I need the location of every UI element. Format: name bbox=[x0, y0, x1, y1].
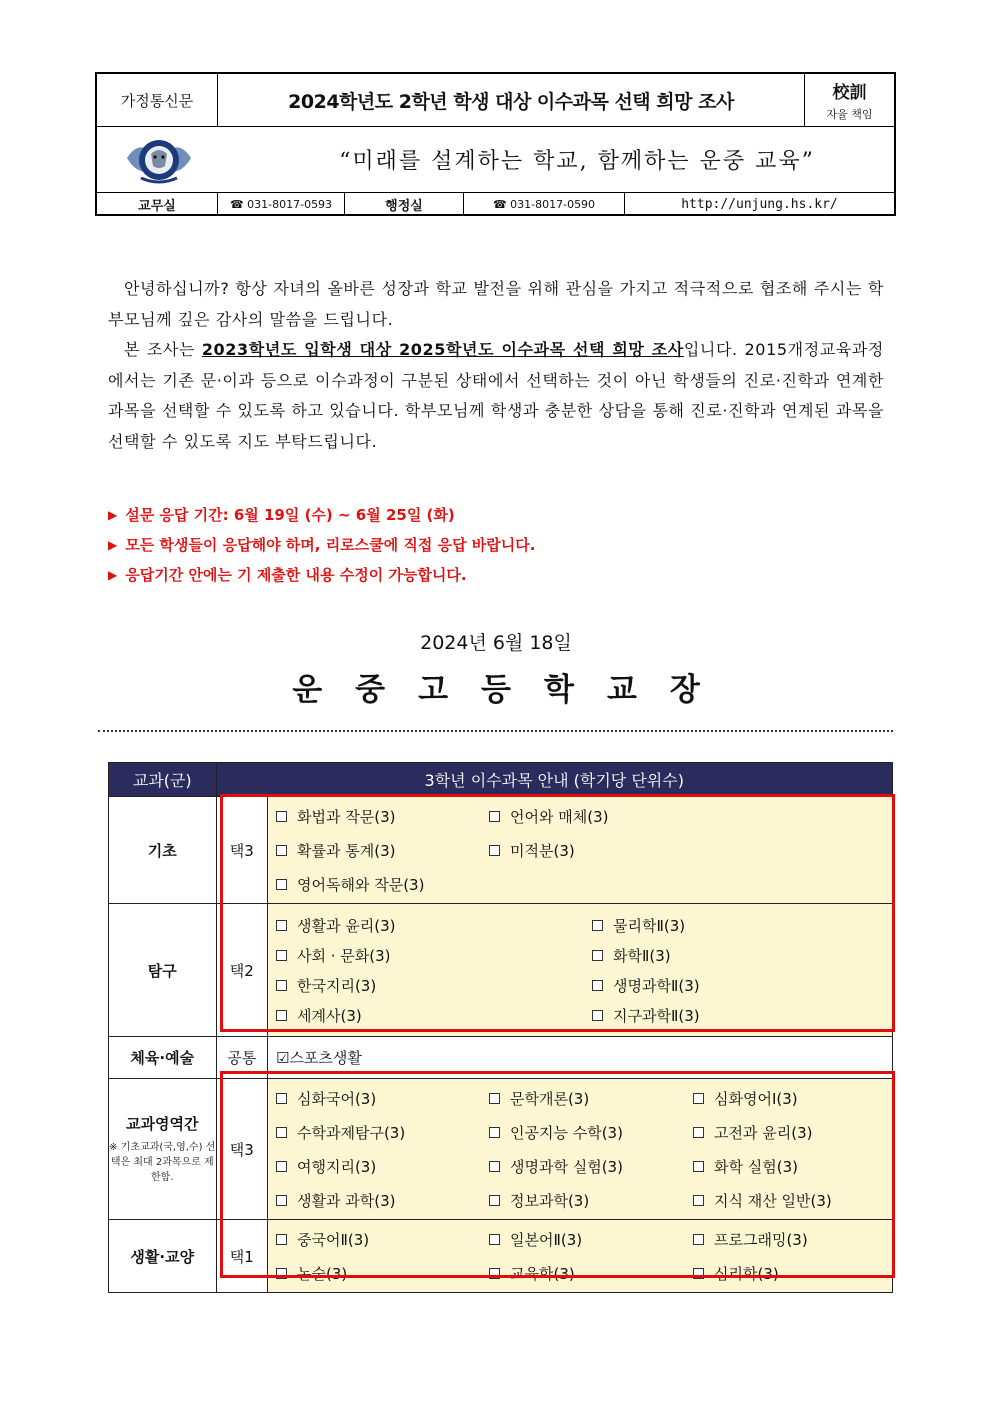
school-motto bbox=[805, 74, 894, 126]
survey-text-post: 입니다. 2015개정교육과정에서는 기존 문·이과 등으로 이수과정이 구분된 상태에서 선택하는 것이 아닌 학생들의 진로·진학과 연계한 과목을 선택할 수 있도록 하고 있습니다. 학부모님께 학생과 충분한 상담을 통해 진로·진학과 연계된 과목을 선택할 수 있도록 지도 부탁드립니다. bbox=[108, 340, 884, 451]
category-inquiry: 탐구 bbox=[109, 904, 217, 1037]
survey-text-pre: 본 조사는 bbox=[124, 340, 202, 359]
course-label: 심리학(3) bbox=[714, 1264, 779, 1283]
course-label: 문학개론(3) bbox=[510, 1089, 590, 1108]
greeting-text: 안녕하십니까? 항상 자녀의 올바른 성장과 학교 발전을 위해 관심을 가지고 적극적으로 협조해 주시는 학부모님께 깊은 감사의 말씀을 드립니다. bbox=[108, 279, 884, 329]
doc-type: 가정통신문 bbox=[97, 74, 218, 126]
course-label: 생명과학Ⅱ(3) bbox=[613, 976, 700, 995]
course-label: 여행지리(3) bbox=[297, 1157, 377, 1176]
pick-inquiry: 택2 bbox=[216, 904, 268, 1037]
table-header-row bbox=[109, 763, 893, 797]
category-basic: 기초 bbox=[109, 797, 217, 904]
newsletter-header bbox=[95, 72, 896, 216]
survey-emphasis: 2023학년도 입학생 대상 2025학년도 이수과목 선택 희망 조사 bbox=[201, 340, 684, 359]
course-label: 수학과제탐구(3) bbox=[297, 1123, 406, 1142]
header-row-slogan bbox=[97, 126, 894, 193]
triangle-icon: ▶ bbox=[108, 538, 118, 552]
course-label: 생활과 과학(3) bbox=[297, 1191, 396, 1210]
header-subject-group: 교과(군) bbox=[109, 763, 217, 797]
course-label: 교육학(3) bbox=[510, 1264, 575, 1283]
principal-signature: 운중고등학교장 bbox=[292, 672, 733, 708]
course-label: 논술(3) bbox=[297, 1264, 348, 1283]
notice-text: 설문 응답 기간: 6월 19일 (수) ~ 6월 25일 (화) bbox=[125, 506, 455, 524]
phone-academic: ☎ 031-8017-0593 bbox=[218, 192, 345, 216]
category-cross-domain bbox=[109, 1079, 217, 1220]
dotted-divider bbox=[98, 730, 893, 732]
notice-bullet bbox=[108, 530, 535, 560]
office-admin: 행정실 bbox=[345, 192, 464, 216]
header-row-title bbox=[97, 74, 894, 127]
notice-text: 응답기간 안에는 기 제출한 내용 수정이 가능합니다. bbox=[125, 566, 467, 584]
greeting-paragraph bbox=[108, 274, 884, 335]
notice-bullets bbox=[108, 500, 535, 590]
triangle-icon: ▶ bbox=[108, 568, 118, 582]
course-label: 언어와 매체(3) bbox=[510, 807, 609, 826]
school-url-link[interactable]: http://unjung.hs.kr/ bbox=[681, 196, 838, 212]
motto-text: 자율 책임 bbox=[826, 108, 873, 121]
phone-admin: ☎ 031-8017-0590 bbox=[464, 192, 625, 216]
school-emblem-icon bbox=[123, 132, 195, 186]
course-label: 생활과 윤리(3) bbox=[297, 916, 396, 935]
course-label: 한국지리(3) bbox=[297, 976, 377, 995]
highlight-box-basic-inquiry bbox=[220, 794, 895, 1032]
course-label: 정보과학(3) bbox=[510, 1191, 590, 1210]
category-pe-arts: 체육·예술 bbox=[109, 1037, 217, 1079]
course-label: 지식 재산 일반(3) bbox=[714, 1191, 832, 1210]
course-label: 인공지능 수학(3) bbox=[510, 1123, 623, 1142]
header-course-guide: 3학년 이수과목 안내 (학기당 단위수) bbox=[216, 763, 893, 797]
course-label: 심화국어(3) bbox=[297, 1089, 377, 1108]
pick-cross-domain: 택3 bbox=[216, 1079, 268, 1220]
course-label: 확률과 통계(3) bbox=[297, 841, 396, 860]
survey-paragraph bbox=[108, 335, 884, 457]
course-label: 물리학Ⅱ(3) bbox=[613, 916, 686, 935]
pick-life-culture: 택1 bbox=[216, 1220, 268, 1293]
course-label: 화학Ⅱ(3) bbox=[613, 946, 671, 965]
pick-pe-arts: 공통 bbox=[216, 1037, 268, 1079]
school-slogan: “미래를 설계하는 학교, 함께하는 운중 교육” bbox=[339, 148, 815, 174]
course-label: 생명과학 실험(3) bbox=[510, 1157, 623, 1176]
course-label: 세계사(3) bbox=[297, 1006, 362, 1025]
course-label: 지구과학Ⅱ(3) bbox=[613, 1006, 700, 1025]
pick-basic: 택3 bbox=[216, 797, 268, 904]
category-note: ※ 기초교과(국,영,수) 선택은 최대 2과목으로 제한함. bbox=[109, 1142, 216, 1183]
course-label: 화법과 작문(3) bbox=[297, 807, 396, 826]
course-label: 심화영어Ⅰ(3) bbox=[714, 1089, 798, 1108]
course-label: 일본어Ⅱ(3) bbox=[510, 1230, 583, 1249]
issue-date: 2024년 6월 18일 bbox=[420, 632, 572, 654]
course-label: 영어독해와 작문(3) bbox=[297, 875, 425, 894]
course-label: 고전과 윤리(3) bbox=[714, 1123, 813, 1142]
category-cross-domain-label: 교과영역간 bbox=[126, 1115, 199, 1133]
course-label: 미적분(3) bbox=[510, 841, 575, 860]
notice-text: 모든 학생들이 응답해야 하며, 리로스쿨에 직접 응답 바랍니다. bbox=[125, 536, 536, 554]
doc-title: 2024학년도 2학년 학생 대상 이수과목 선택 희망 조사 bbox=[218, 74, 805, 126]
notice-bullet bbox=[108, 560, 535, 590]
course-label: 중국어Ⅱ(3) bbox=[297, 1230, 370, 1249]
notice-bullet bbox=[108, 500, 535, 530]
course-label: 사회 · 문화(3) bbox=[297, 946, 391, 965]
triangle-icon: ▶ bbox=[108, 508, 118, 522]
course-label: 프로그래밍(3) bbox=[714, 1230, 808, 1249]
header-row-contacts bbox=[97, 192, 894, 216]
course-label: 화학 실험(3) bbox=[714, 1157, 798, 1176]
category-life-culture: 생활·교양 bbox=[109, 1220, 217, 1293]
office-academic: 교무실 bbox=[97, 192, 218, 216]
highlight-box-elective bbox=[220, 1071, 895, 1278]
course-sports-life[interactable]: ☑스포츠생활 bbox=[276, 1049, 362, 1067]
motto-title: 校訓 bbox=[832, 83, 867, 103]
